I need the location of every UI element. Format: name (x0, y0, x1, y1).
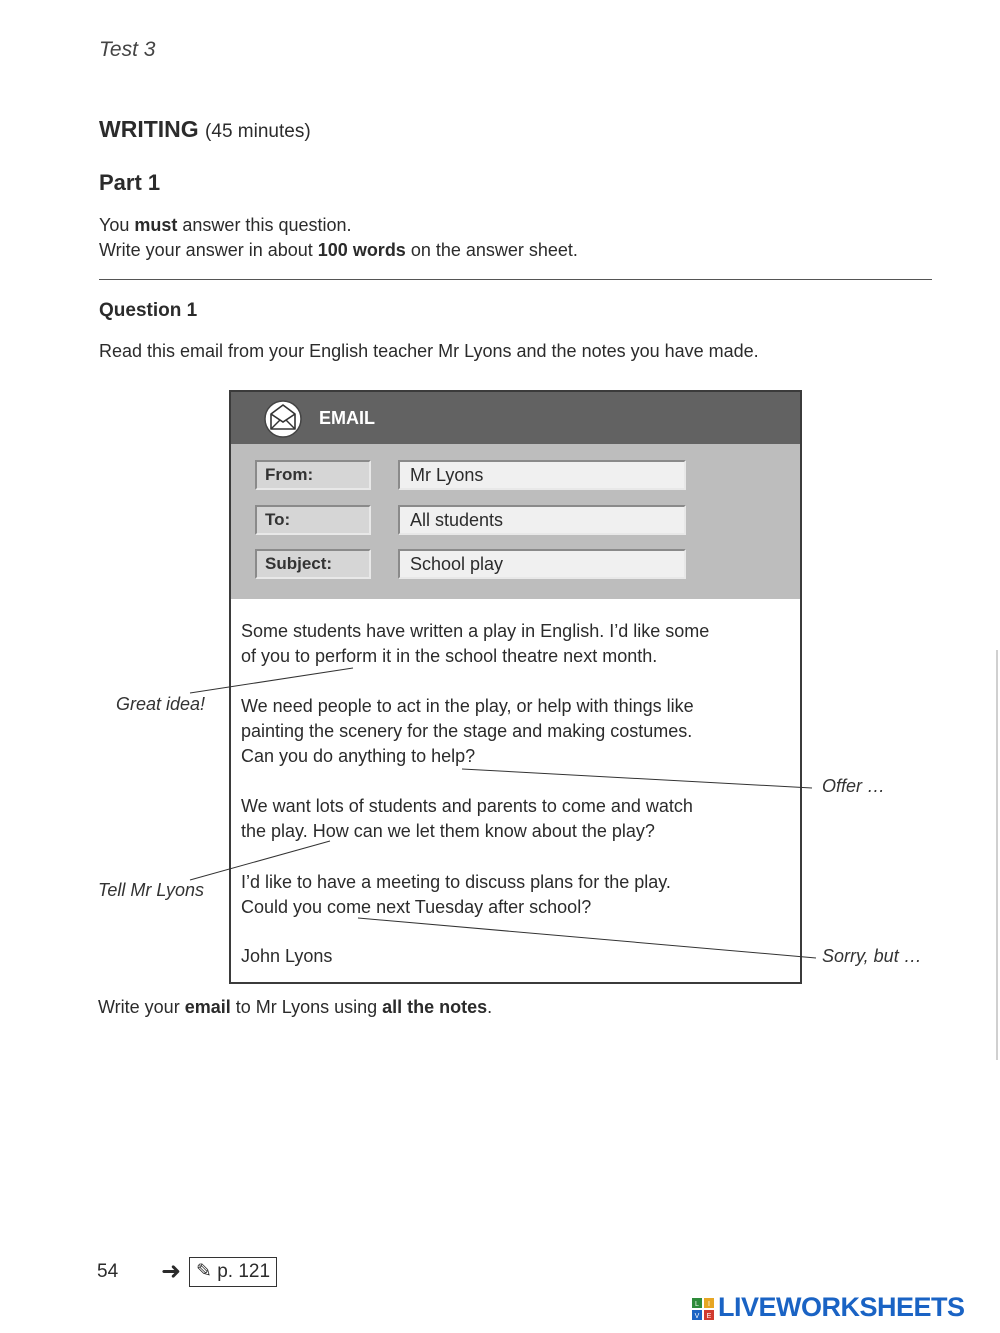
instr-text: answer this question. (177, 215, 352, 235)
writing-heading: WRITING (99, 116, 199, 142)
svg-text:E: E (706, 1313, 712, 1320)
from-value: Mr Lyons (398, 460, 686, 490)
svg-text:V: V (694, 1313, 700, 1320)
svg-text:L: L (695, 1301, 699, 1308)
email-line: painting the scenery for the stage and making costumes. (241, 721, 693, 741)
liveworksheets-text: LIVEWORKSHEETS (718, 1292, 965, 1322)
note-tell-mr-lyons: Tell Mr Lyons (98, 880, 205, 900)
task-bold: all the notes (382, 997, 488, 1017)
connector-offer (462, 769, 812, 788)
part-title: Part 1 (99, 170, 161, 195)
from-label: From: (255, 460, 371, 490)
subject-label: Subject: (255, 549, 371, 579)
task-text: to Mr Lyons using (230, 997, 383, 1017)
instr-bold: 100 words (317, 240, 406, 260)
note-sorry-but: Sorry, but … (822, 946, 922, 966)
email-line: Could you come next Tuesday after school? (241, 897, 592, 917)
task-text: . (487, 997, 493, 1017)
email-line: I’d like to have a meeting to discuss plans for the play. (241, 872, 671, 892)
connector-sorry (358, 918, 816, 958)
task-text: Write your (98, 997, 185, 1017)
task-bold: email (184, 997, 231, 1017)
to-label: To: (255, 505, 371, 535)
question-title: Question 1 (99, 300, 198, 321)
page-reference (189, 1257, 277, 1287)
note-great-idea: Great idea! (116, 694, 206, 714)
test-label: Test 3 (99, 38, 156, 61)
email-line: Can you do anything to help? (241, 746, 476, 766)
page-number: 54 (97, 1261, 119, 1282)
email-header-label: EMAIL (319, 408, 375, 428)
email-line: the play. How can we let them know about the play? (241, 821, 655, 841)
liveworksheets-logo-icon (692, 1298, 714, 1320)
svg-text:I: I (708, 1301, 710, 1308)
email-line: of you to perform it in the school theatre next month. (241, 646, 658, 666)
connector-tell (190, 841, 330, 880)
pencil-icon: ✎ (196, 1261, 212, 1282)
email-line: We want lots of students and parents to come and watch (241, 796, 693, 816)
subject-value: School play (398, 549, 686, 579)
question-lead: Read this email from your English teacher Mr Lyons and the notes you have made. (99, 341, 759, 361)
email-line: Some students have written a play in English. I’d like some (241, 621, 710, 641)
page-edge-shadow (996, 650, 998, 1060)
connector-great-idea (190, 668, 353, 693)
instr-text: on the answer sheet. (405, 240, 578, 260)
to-value: All students (398, 505, 686, 535)
task-instruction (98, 997, 492, 1018)
email-line: We need people to act in the play, or help with things like (241, 696, 694, 716)
instr-text: You (99, 215, 135, 235)
duration: (45 minutes) (205, 121, 311, 142)
email-line: John Lyons (241, 946, 333, 966)
instr-bold: must (134, 215, 178, 235)
arrow-icon: ➜ (161, 1258, 182, 1285)
instr-text: Write your answer in about (99, 240, 318, 260)
note-offer: Offer … (822, 776, 886, 796)
page-reference-text: p. 121 (217, 1261, 271, 1282)
